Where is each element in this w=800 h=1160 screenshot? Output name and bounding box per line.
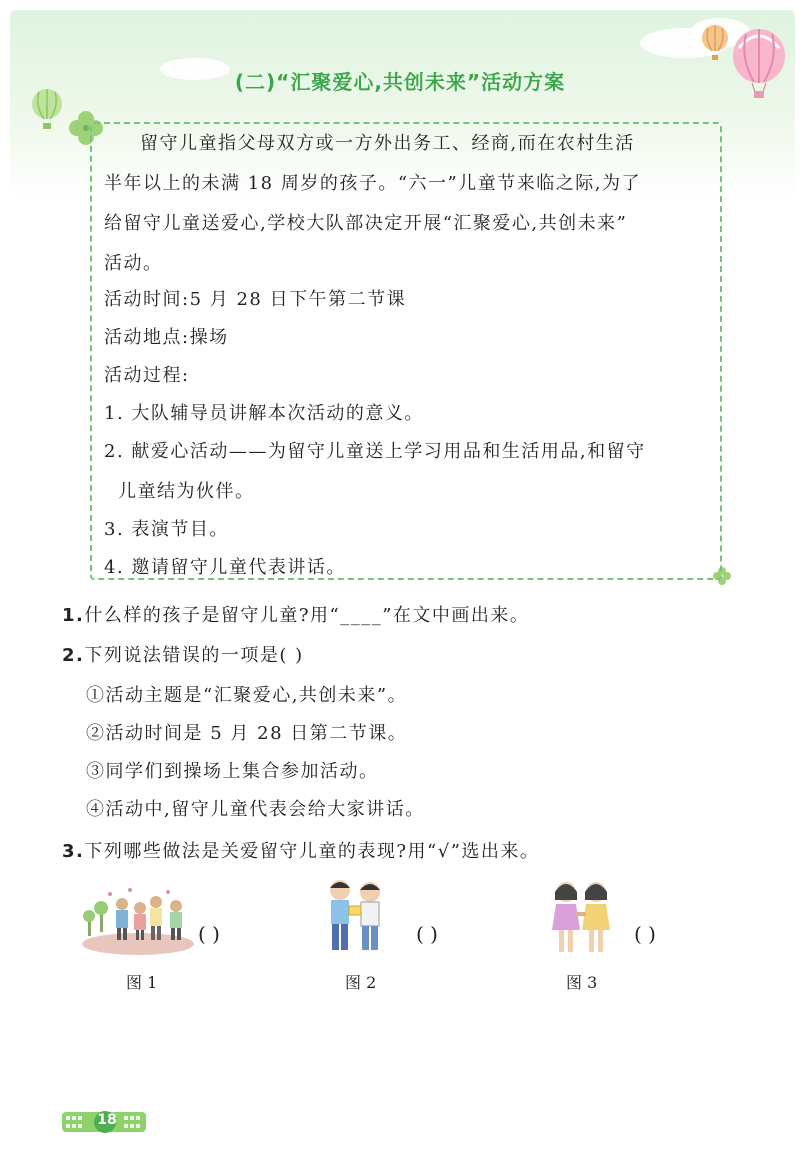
passage-line: 活动地点:操场 <box>104 327 229 348</box>
question-text: 下列说法错误的一项是( ) <box>84 645 304 666</box>
passage-line: 留守儿童指父母双方或一方外出务工、经商,而在农村生活 <box>140 133 635 154</box>
figure-2-caption: 图 2 <box>345 973 377 992</box>
passage-line: 3. 表演节目。 <box>104 519 229 540</box>
option-1: ①活动主题是“汇聚爱心,共创未来”。 <box>86 685 408 706</box>
figure-1-caption: 图 1 <box>126 973 158 992</box>
passage-line: 2. 献爱心活动——为留守儿童送上学习用品和生活用品,和留守 <box>104 441 646 462</box>
passage-line: 4. 邀请留守儿童代表讲话。 <box>104 557 346 578</box>
section-title: (二)“汇聚爱心,共创未来”活动方案 <box>234 70 566 94</box>
passage-line: 1. 大队辅导员讲解本次活动的意义。 <box>104 403 424 424</box>
option-2: ②活动时间是 5 月 28 日第二节课。 <box>86 723 408 744</box>
balloon-icon-small <box>700 24 730 64</box>
question-1 <box>62 604 529 628</box>
question-number: 2. <box>62 645 85 666</box>
question-number: 3. <box>62 841 85 862</box>
passage-line: 给留守儿童送爱心,学校大队部决定开展“汇聚爱心,共创未来” <box>104 213 628 234</box>
passage-line: 儿童结为伙伴。 <box>118 481 255 502</box>
answer-blank-1[interactable]: ( ) <box>198 922 220 946</box>
question-text: 下列哪些做法是关爱留守儿童的表现?用“√”选出来。 <box>84 841 540 862</box>
option-3: ③同学们到操场上集合参加活动。 <box>86 761 379 782</box>
passage-line: 半年以上的未满 18 周岁的孩子。“六一”儿童节来临之际,为了 <box>104 173 641 194</box>
figure-1-illustration <box>80 882 198 958</box>
figure-3-illustration <box>546 878 616 962</box>
question-text: 什么样的孩子是留守儿童?用“____”在文中画出来。 <box>84 605 530 626</box>
figure-2-illustration <box>318 876 390 960</box>
figure-3-caption: 图 3 <box>566 973 598 992</box>
passage-line: 活动时间:5 月 28 日下午第二节课 <box>104 289 407 310</box>
answer-blank-2[interactable]: ( ) <box>416 922 438 946</box>
question-number: 1. <box>62 605 85 626</box>
option-4: ④活动中,留守儿童代表会给大家讲话。 <box>86 799 425 820</box>
page-number: 18 <box>97 1112 117 1128</box>
passage-line: 活动。 <box>104 253 163 274</box>
answer-blank-3[interactable]: ( ) <box>634 922 656 946</box>
passage-line: 活动过程: <box>104 365 190 386</box>
question-3 <box>62 840 539 864</box>
question-2 <box>62 644 304 668</box>
